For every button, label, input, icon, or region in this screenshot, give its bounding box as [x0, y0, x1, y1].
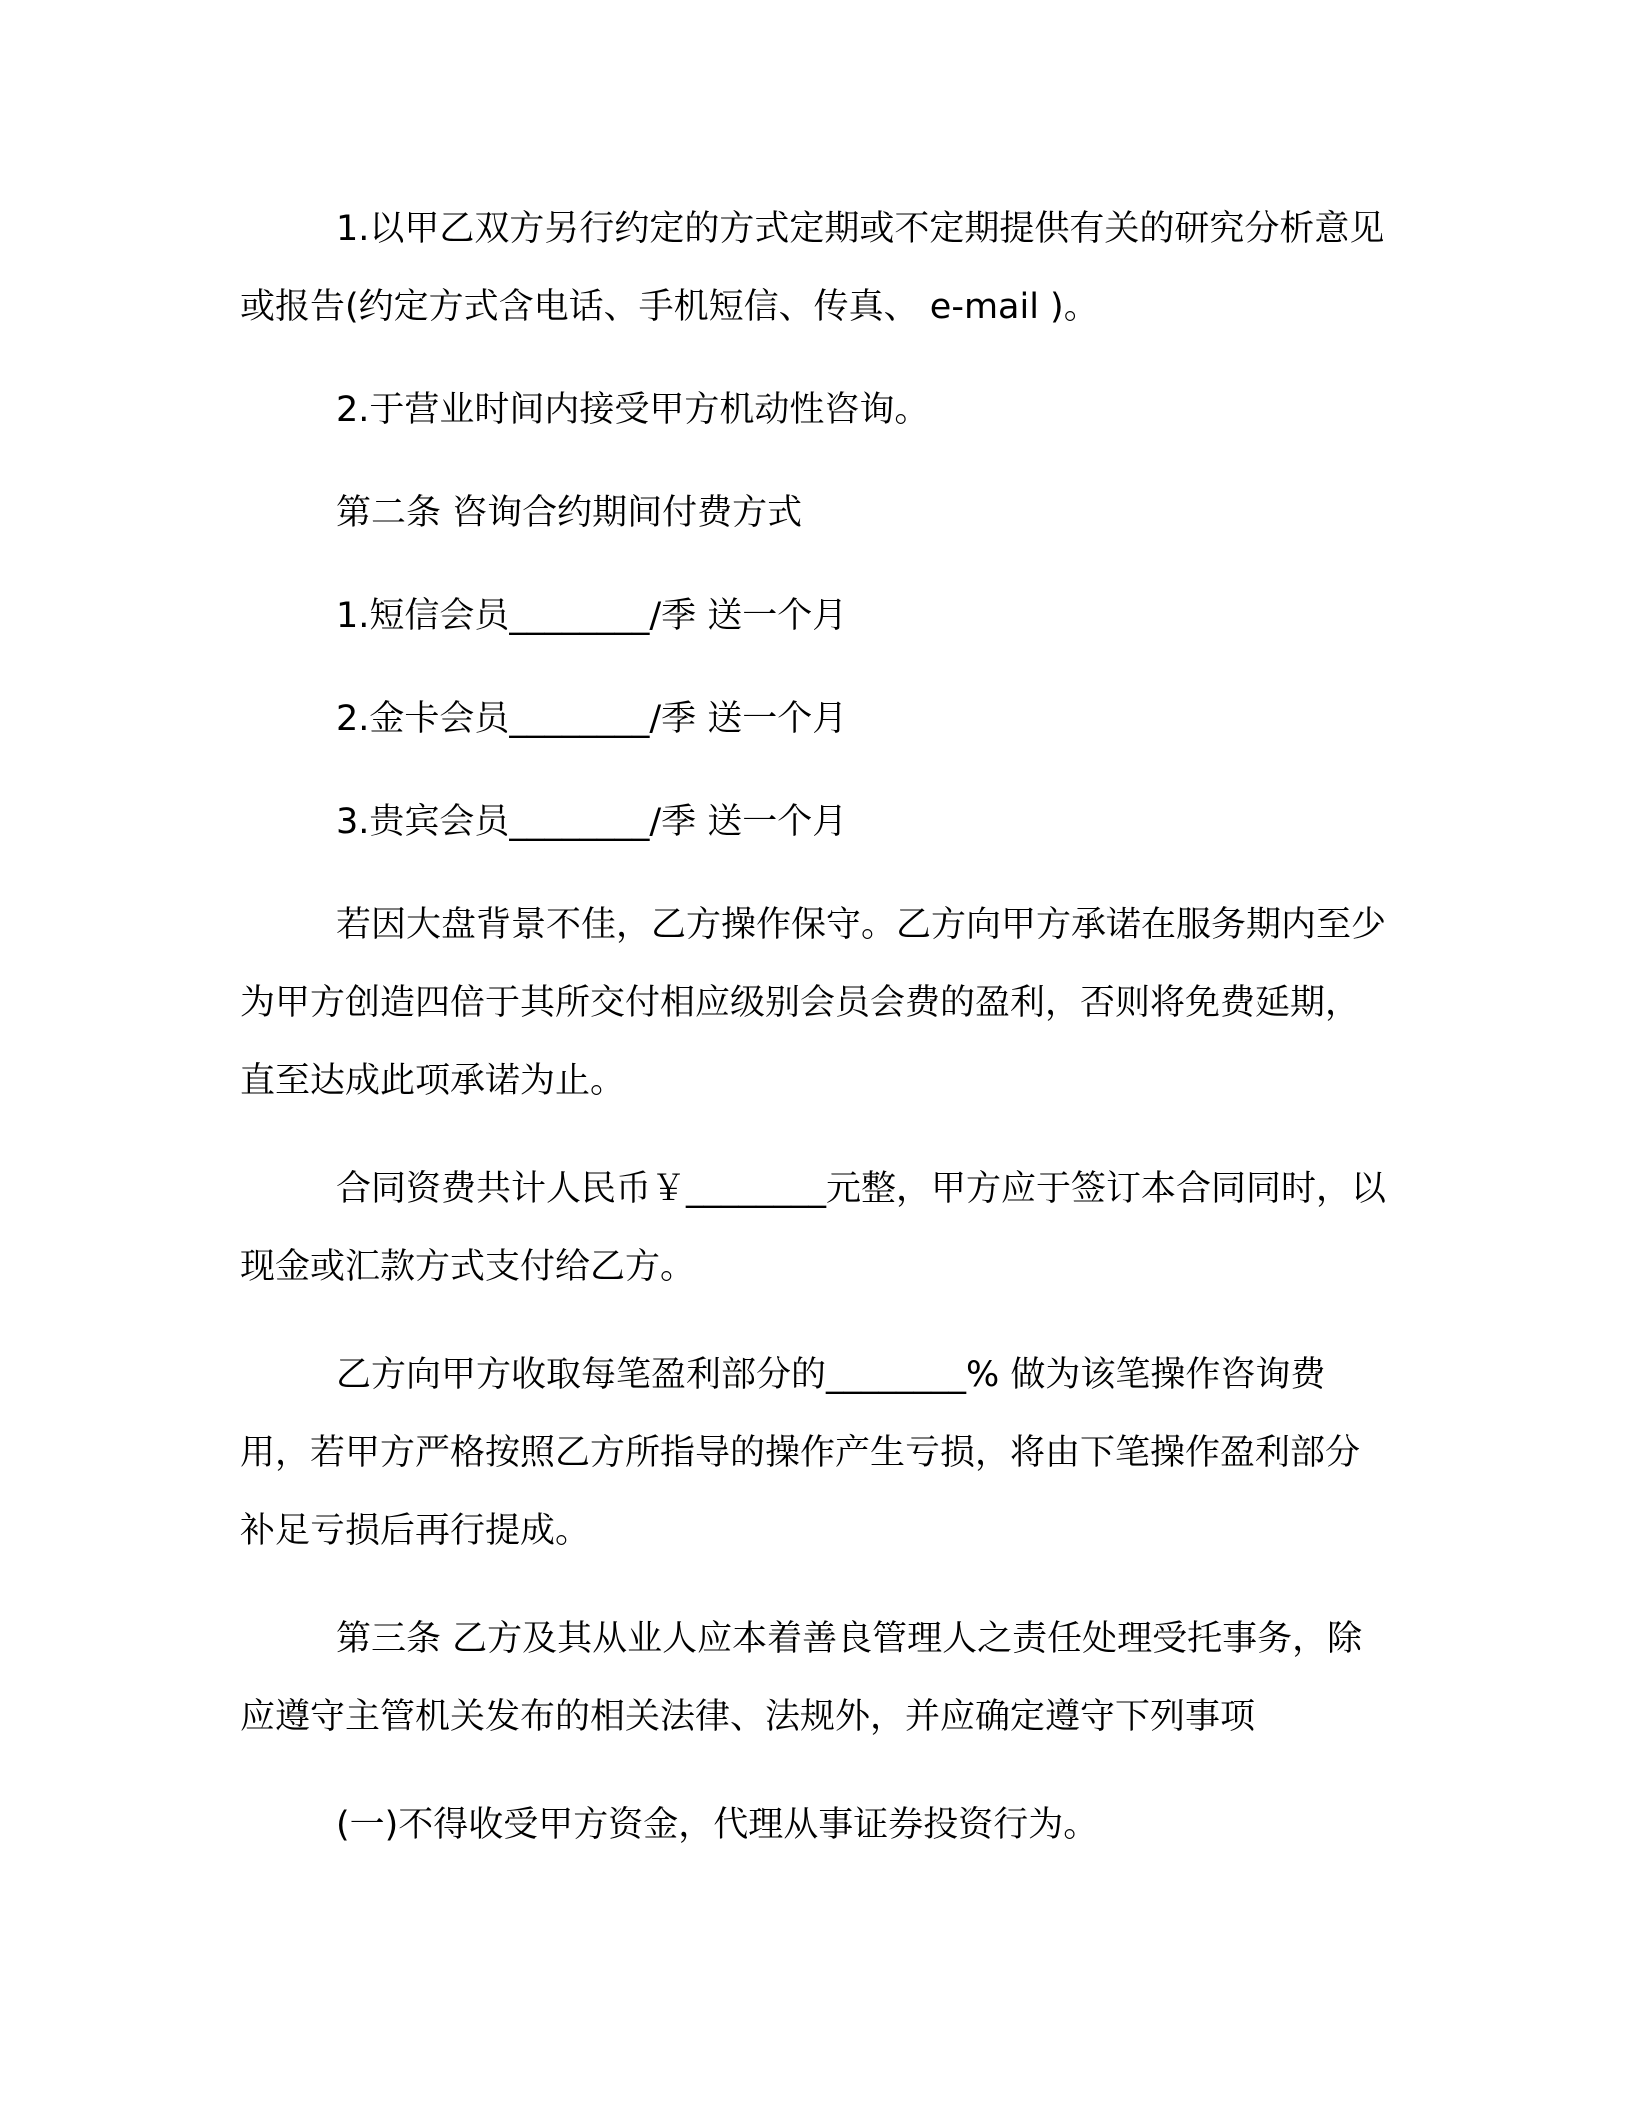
- paragraph-service-reports: 1.以甲乙双方另行约定的方式定期或不定期提供有关的研究分析意见或报告(约定方式含电话、手机短信、传真、 e-mail )。: [240, 209, 1385, 327]
- document-body: [240, 190, 1390, 1864]
- fee-item-vip-member: 3.贵宾会员________/季 送一个月: [336, 802, 848, 842]
- paragraph-business-hours-consultation: 2.于营业时间内接受甲方机动性咨询。: [336, 390, 930, 430]
- paragraph-profit-commitment: 若因大盘背景不佳，乙方操作保守。乙方向甲方承诺在服务期内至少为甲方创造四倍于其所交付相应级别会员会费的盈利，否则将免费延期，直至达成此项承诺为止。: [240, 905, 1387, 1101]
- clause-item-1: (一)不得收受甲方资金，代理从事证券投资行为。: [336, 1805, 1099, 1845]
- article-3-paragraph: 第三条 乙方及其从业人应本着善良管理人之责任处理受托事务，除应遵守主管机关发布的相关法律、法规外，并应确定遵守下列事项: [240, 1619, 1363, 1737]
- fee-item-sms-member: 1.短信会员________/季 送一个月: [336, 596, 848, 636]
- article-2-heading: 第二条 咨询合约期间付费方式: [336, 493, 803, 533]
- fee-item-gold-member: 2.金卡会员________/季 送一个月: [336, 699, 848, 739]
- paragraph-total-fee: 合同资费共计人民币￥________元整，甲方应于签订本合同同时，以现金或汇款方式支付给乙方。: [240, 1169, 1387, 1287]
- paragraph-commission: 乙方向甲方收取每笔盈利部分的________% 做为该笔操作咨询费用，若甲方严格按照乙方所指导的操作产生亏损，将由下笔操作盈利部分补足亏损后再行提成。: [240, 1355, 1361, 1551]
